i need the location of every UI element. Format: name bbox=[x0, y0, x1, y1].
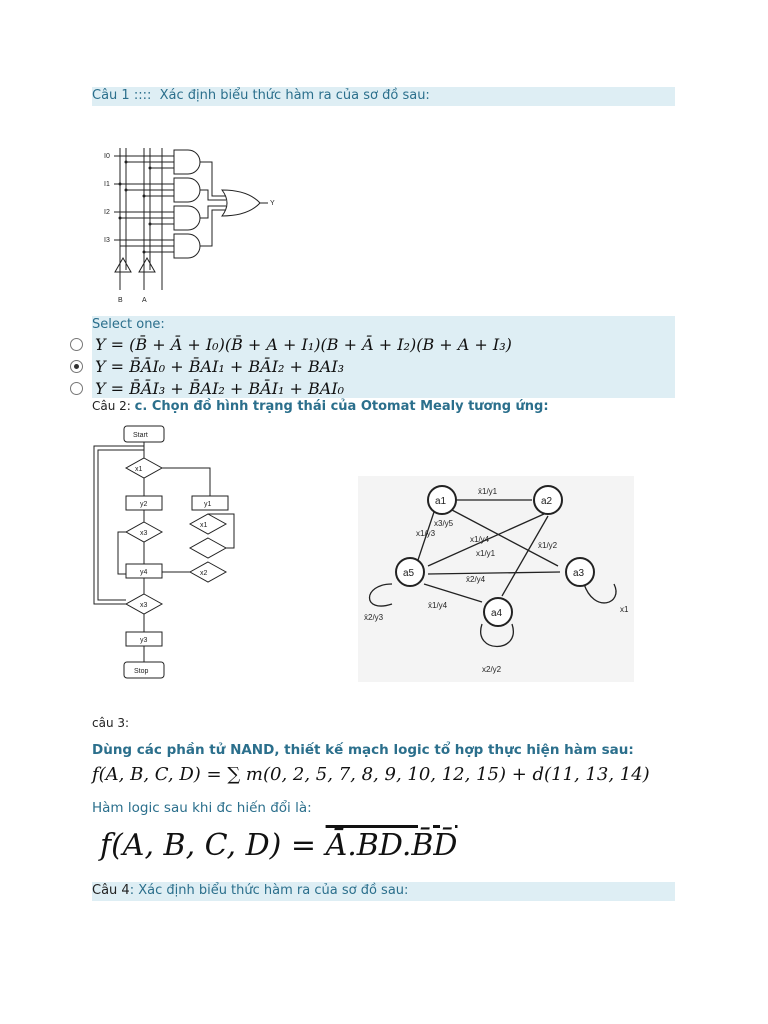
option-2[interactable] bbox=[70, 356, 344, 376]
input-i1-label: I1 bbox=[104, 181, 110, 188]
edge-label: x̄2/y4 bbox=[466, 575, 486, 584]
edge-label: x3/y5 bbox=[434, 519, 454, 528]
input-i0-label: I0 bbox=[104, 153, 110, 160]
question-4-prompt: : Xác định biểu thức hàm ra của sơ đồ sau: bbox=[129, 883, 409, 898]
edge-label: x1/y1 bbox=[476, 549, 496, 558]
select-one-label: Select one: bbox=[92, 317, 165, 332]
select-a-label: A bbox=[142, 297, 147, 304]
option-1-formula: Y = (B̄ + Ā + I₀)(B̄ + A + I₁)(B + Ā + I₂)(B + A + I₃) bbox=[95, 334, 512, 354]
flowchart-node: x2 bbox=[200, 570, 208, 577]
flowchart-stop-label: Stop bbox=[134, 668, 149, 675]
question-2-label: Câu 2: bbox=[92, 399, 131, 413]
question-1-label: Câu 1 :::: bbox=[92, 88, 152, 103]
result-rhs: Ā.BD.B̄D̄ bbox=[325, 828, 458, 863]
flowchart-node: y4 bbox=[140, 569, 148, 576]
option-3-formula: Y = B̄ĀI₃ + B̄AI₂ + BĀI₁ + BAI₀ bbox=[95, 378, 345, 398]
result-lhs: f(A, B, C, D) = bbox=[100, 828, 326, 863]
edge-label: x1/y4 bbox=[470, 535, 490, 544]
input-i3-label: I3 bbox=[104, 237, 110, 244]
question-2-prompt: c. Chọn đồ hình trạng thái của Otomat Mealy tương ứng: bbox=[134, 399, 549, 414]
input-i2-label: I2 bbox=[104, 209, 110, 216]
mealy-state-graph bbox=[358, 476, 634, 682]
state-a3-label: a3 bbox=[573, 568, 585, 579]
option-3[interactable] bbox=[70, 378, 344, 398]
question-1-prompt: Xác định biểu thức hàm ra của sơ đồ sau: bbox=[159, 88, 430, 103]
mux-circuit-diagram bbox=[96, 140, 286, 306]
question-4-label: Câu 4 bbox=[92, 883, 130, 898]
question-3-function: f(A, B, C, D) = ∑ m(0, 2, 5, 7, 8, 9, 10, 12, 15) + d(11, 13, 14) bbox=[92, 764, 650, 785]
question-3-prompt: Dùng các phần tử NAND, thiết kế mạch logic tổ hợp thực hiện hàm sau: bbox=[92, 742, 634, 758]
question-2-header bbox=[92, 399, 549, 414]
output-y-label: Y bbox=[270, 200, 275, 207]
flowchart-node: y1 bbox=[204, 501, 212, 508]
option-1[interactable] bbox=[70, 334, 512, 354]
flowchart-node: x1 bbox=[200, 522, 208, 529]
edge-label: x2/y2 bbox=[482, 665, 502, 674]
question-3-label: câu 3: bbox=[92, 716, 130, 730]
edge-label: x̄1/y4 bbox=[428, 601, 448, 610]
select-b-label: B bbox=[118, 297, 123, 304]
question-3-after-label: Hàm logic sau khi đc hiến đổi là: bbox=[92, 800, 312, 816]
option-3-radio[interactable] bbox=[70, 382, 83, 395]
question-4-header bbox=[92, 882, 675, 901]
state-a4-label: a4 bbox=[491, 608, 503, 619]
edge-label: x̄1/y2 bbox=[538, 541, 558, 550]
state-a2-label: a2 bbox=[541, 496, 553, 507]
edge-label: x1 bbox=[620, 605, 629, 614]
option-2-formula: Y = B̄ĀI₀ + B̄AI₁ + BĀI₂ + BAI₃ bbox=[95, 356, 345, 376]
edge-label: x̄2/y3 bbox=[364, 613, 384, 622]
flowchart-node: y2 bbox=[140, 501, 148, 508]
option-1-radio[interactable] bbox=[70, 338, 83, 351]
option-2-radio-selected[interactable] bbox=[70, 360, 83, 373]
flowchart-diagram bbox=[88, 424, 248, 682]
flowchart-node: y3 bbox=[140, 637, 148, 644]
question-1-header bbox=[92, 87, 675, 106]
edge-label: x̄1/y1 bbox=[478, 487, 498, 496]
state-a1-label: a1 bbox=[435, 496, 447, 507]
edge-label: x1/y3 bbox=[416, 529, 436, 538]
question-3-result bbox=[100, 828, 457, 863]
flowchart-node: x1 bbox=[135, 466, 143, 473]
flowchart-node: x3 bbox=[140, 530, 148, 537]
flowchart-start-label: Start bbox=[133, 432, 148, 439]
state-a5-label: a5 bbox=[403, 568, 415, 579]
flowchart-node: x3 bbox=[140, 602, 148, 609]
